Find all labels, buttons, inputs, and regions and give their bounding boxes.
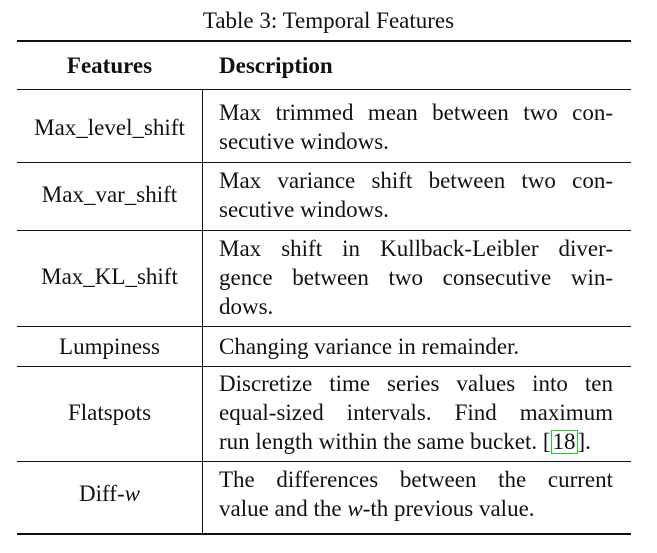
description-line: Max variance shift between two con- xyxy=(219,168,613,193)
description-line: Max trimmed mean between two con- xyxy=(219,100,613,125)
description-variable: w xyxy=(347,496,363,521)
header-features: Features xyxy=(66,53,153,78)
description-line: The differences between the current xyxy=(219,467,613,492)
description-line xyxy=(219,494,613,523)
feature-name: Max_level_shift xyxy=(34,115,185,140)
description-text: -th previous value. xyxy=(362,496,535,521)
header-description: Description xyxy=(219,53,333,78)
row-rule xyxy=(17,230,631,231)
description-line: Discretize time series values into ten xyxy=(219,371,613,396)
row-rule xyxy=(17,366,631,367)
row-rule xyxy=(17,461,631,462)
feature-name xyxy=(17,479,202,508)
feature-description xyxy=(219,234,613,321)
description-text: value and the xyxy=(219,496,348,521)
header-rule xyxy=(17,89,631,90)
feature-description xyxy=(219,98,613,156)
description-line: run length within the same bucket. [18]. xyxy=(219,429,591,454)
citation-link[interactable]: 18 xyxy=(552,429,576,454)
description-text: run length within the same bucket. xyxy=(219,429,538,454)
row-rule xyxy=(17,326,631,327)
top-rule xyxy=(17,40,631,42)
description-line: gence between two consecutive win- xyxy=(219,265,613,290)
feature-name-variable: w xyxy=(124,481,140,506)
description-line: dows. xyxy=(219,294,274,319)
feature-name: Flatspots xyxy=(67,400,152,425)
row-rule xyxy=(17,162,631,163)
feature-name-prefix: Diff- xyxy=(79,481,125,506)
column-divider xyxy=(202,90,203,534)
feature-name: Lumpiness xyxy=(59,334,160,359)
description-line: Changing variance in remainder. xyxy=(219,334,520,359)
feature-description xyxy=(219,166,613,224)
bottom-rule xyxy=(17,533,631,535)
description-line: equal-sized intervals. Find maximum xyxy=(219,400,613,425)
description-line: secutive windows. xyxy=(219,197,389,222)
description-line: Max shift in Kullback-Leibler diver- xyxy=(219,236,613,261)
feature-description xyxy=(219,465,613,523)
feature-description xyxy=(219,369,613,456)
feature-description xyxy=(219,332,613,361)
table-caption: Table 3: Temporal Features xyxy=(202,8,455,33)
feature-name: Max_KL_shift xyxy=(41,264,178,289)
description-line: secutive windows. xyxy=(219,129,389,154)
feature-name: Max_var_shift xyxy=(41,182,178,207)
